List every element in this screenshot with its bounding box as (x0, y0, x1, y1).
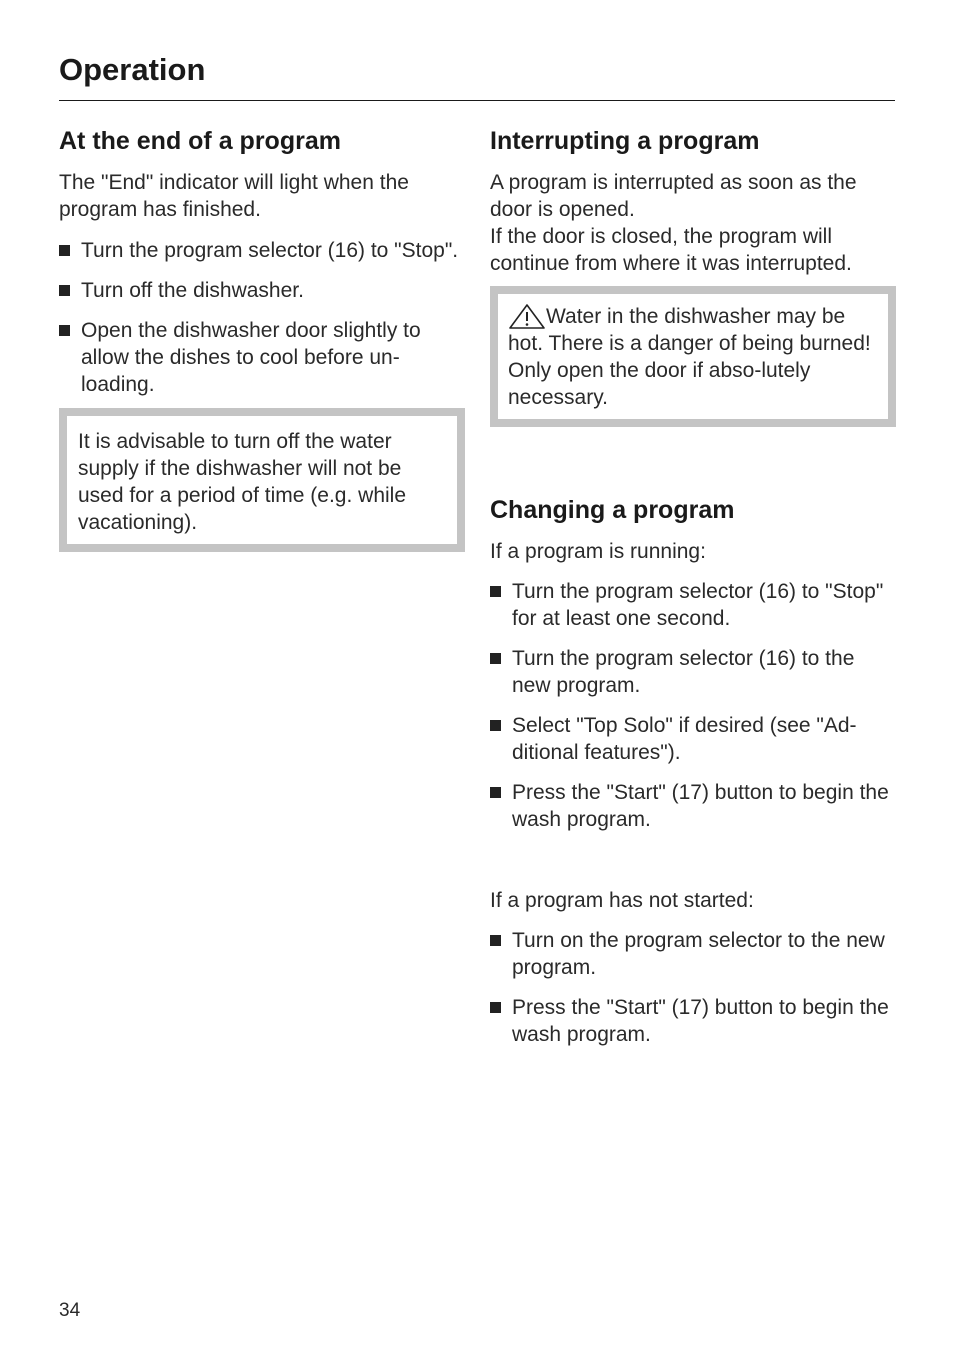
list-item-text: Turn off the dishwasher. (81, 279, 304, 302)
list-item (490, 578, 890, 632)
list-item-text: Turn the program selector (16) to "Stop" for at least one second. (512, 580, 884, 630)
bullet-icon (490, 935, 501, 946)
not-started-intro: If a program has not started: (490, 889, 754, 912)
title-divider (59, 100, 895, 101)
running-intro: If a program is running: (490, 540, 706, 563)
bullet-icon (59, 285, 70, 296)
section-changing (490, 493, 896, 1048)
bullet-icon (490, 653, 501, 664)
warning-box (490, 286, 896, 427)
list-item-text: Press the "Start" (17) button to begin the wash program. (512, 996, 889, 1046)
heading-changing: Changing a program (490, 496, 735, 524)
section-interrupting (490, 124, 896, 427)
bullet-icon (490, 586, 501, 597)
list-item-text: Select "Top Solo" if desired (see "Ad-ditional features"). (512, 714, 857, 764)
page-title: Operation (59, 52, 206, 87)
interrupting-text-2: If the door is closed, the program will continue from where it was interrupted. (490, 225, 852, 275)
bullet-icon (59, 245, 70, 256)
list-item (490, 779, 890, 833)
list-item-text: Turn the program selector (16) to the new program. (512, 647, 855, 697)
list-item (59, 277, 459, 304)
bullet-icon (59, 325, 70, 336)
list-item-text: Turn on the program selector to the new program. (512, 929, 885, 979)
heading-end-of-program: At the end of a program (59, 127, 341, 155)
list-item-text: Press the "Start" (17) button to begin the wash program. (512, 781, 889, 831)
running-steps (490, 578, 890, 833)
list-item-text: Open the dishwasher door slightly to allow the dishes to cool before un-loading. (81, 319, 421, 396)
note-box (59, 408, 465, 552)
note-text: It is advisable to turn off the water supply if the dishwasher will not be used for a period of time (e.g. while vacationing). (78, 430, 407, 534)
end-of-program-intro: The "End" indicator will light when the program has finished. (59, 171, 409, 221)
bullet-icon (490, 1002, 501, 1013)
list-item (490, 994, 890, 1048)
warning-paragraph (508, 303, 876, 411)
warning-text: Water in the dishwasher may be hot. There is a danger of being burned! Only open the door if abso-lutely necessary. (508, 305, 871, 409)
warning-triangle-icon (508, 303, 546, 330)
end-of-program-steps (59, 237, 459, 398)
not-started-steps (490, 927, 890, 1048)
list-item (490, 927, 890, 981)
list-item (490, 645, 890, 699)
list-item (59, 317, 459, 398)
page-number: 34 (59, 1300, 81, 1321)
list-item (59, 237, 459, 264)
section-end-of-program (59, 124, 465, 552)
interrupting-text-1: A program is interrupted as soon as the door is opened. (490, 171, 857, 221)
list-item (490, 712, 890, 766)
bullet-icon (490, 787, 501, 798)
heading-interrupting: Interrupting a program (490, 127, 760, 155)
bullet-icon (490, 720, 501, 731)
list-item-text: Turn the program selector (16) to "Stop". (81, 239, 459, 262)
